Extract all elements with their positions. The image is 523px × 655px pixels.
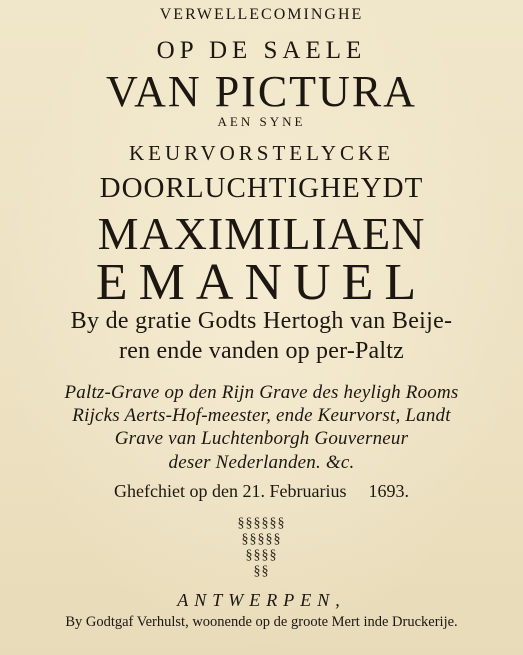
ornament-row: §§§§§	[241, 532, 282, 547]
ornament-row: §§	[253, 564, 270, 579]
ornament-row: §§§§	[245, 548, 278, 563]
date-line	[0, 481, 523, 502]
heading-verwellecominghe: VERWELLECOMINGHE	[159, 6, 364, 23]
imprint-place: ANTWERPEN,	[177, 590, 346, 610]
heading-emanuel: EMANUEL	[95, 254, 428, 311]
italic-line-4: deser Nederlanden. &c.	[168, 452, 355, 473]
heading-aen-syne: AEN SYNE	[217, 114, 306, 129]
heading-van-pictura: VAN PICTURA	[106, 67, 417, 116]
heading-doorluchtigheydt: DOORLUCHTIGHEYDT	[99, 172, 424, 204]
heading-op-de-saele: OP DE SAELE	[156, 37, 367, 64]
ornament-row: §§§§§§	[237, 516, 286, 531]
title-line-by-de-gratie: By de gratie Godts Hertogh van Beije-	[70, 308, 453, 334]
imprint-printer: By Godtgaf Verhulst, woonende op de groote Mert inde Druckerije.	[65, 614, 458, 630]
italic-line-3: Grave van Luchtenborgh Gouverneur	[114, 428, 409, 449]
italic-line-2: Rijcks Aerts-Hof-meester, ende Keurvorst, Landt	[72, 405, 451, 426]
date-text: Ghefchiet op den 21. Februarius	[114, 481, 347, 501]
title-line-paltz: ren ende vanden op per-Paltz	[119, 338, 404, 364]
date-year: 1693.	[368, 481, 409, 501]
heading-keurvorstelycke: KEURVORSTELYCKE	[128, 141, 395, 165]
italic-line-1: Paltz-Grave op den Rijn Grave des heyligh Rooms	[64, 382, 459, 403]
heading-maximiliaen: MAXIMILIAEN	[97, 208, 426, 259]
